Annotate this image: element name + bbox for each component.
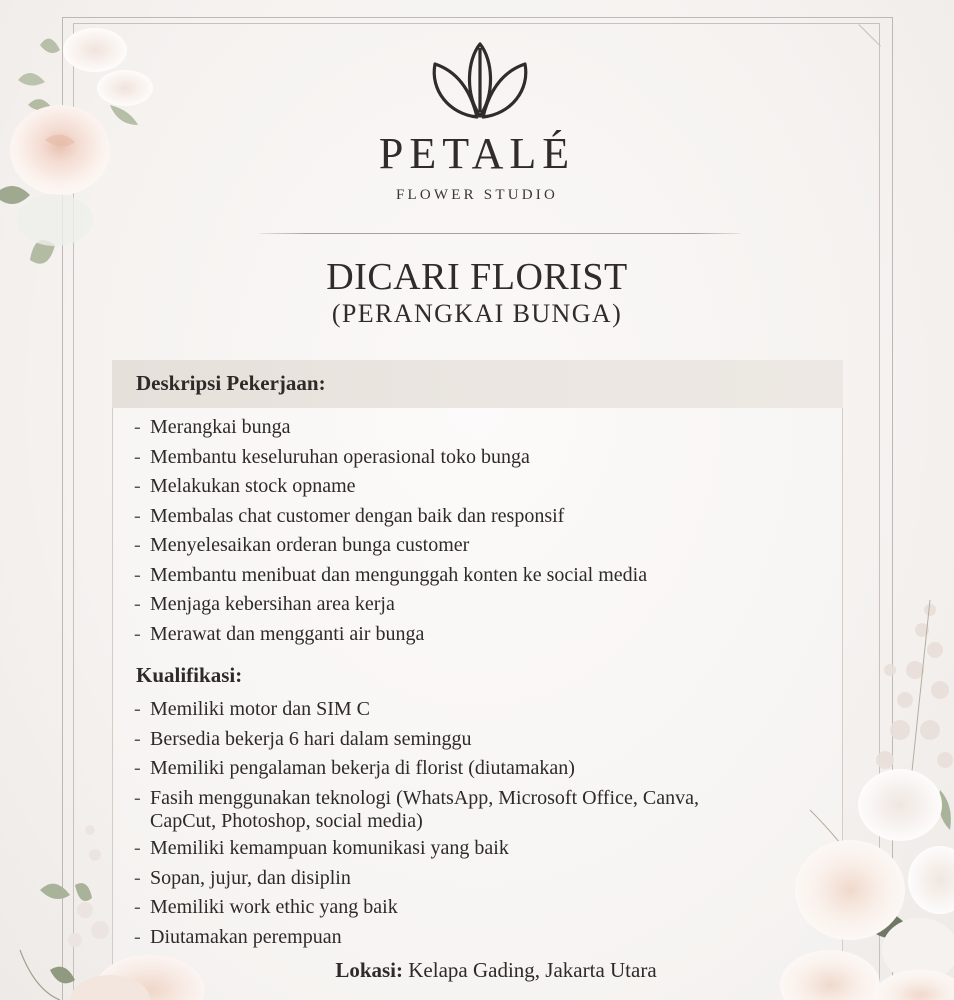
- page-subtitle: (PERANGKAI BUNGA): [331, 299, 623, 328]
- brand-tagline: FLOWER STUDIO: [395, 187, 558, 203]
- list-item: - Bersedia bekerja 6 hari dalam seminggu: [134, 727, 472, 750]
- brand-name: PETALÉ: [378, 129, 576, 178]
- list-item: - Membalas chat customer dengan baik dan responsif: [134, 504, 565, 527]
- list-item: - Menyelesaikan orderan bunga customer: [134, 534, 470, 556]
- job-description-heading: Deskripsi Pekerjaan:: [136, 371, 326, 395]
- location-value: Kelapa Gading, Jakarta Utara: [408, 958, 657, 982]
- header-divider: [260, 233, 740, 234]
- list-item-continuation: CapCut, Photoshop, social media): [150, 810, 423, 832]
- list-item: - Menjaga kebersihan area kerja: [134, 593, 395, 615]
- list-item: - Memiliki work ethic yang baik: [134, 896, 398, 918]
- job-description-list: [134, 413, 647, 649]
- list-item: - Merangkai bunga: [134, 416, 291, 438]
- list-item: - Membantu menibuat dan mengunggah konten ke social media: [134, 563, 648, 586]
- list-item: - Membantu keseluruhan operasional toko bunga: [134, 445, 530, 468]
- list-item: - Melakukan stock opname: [134, 475, 356, 497]
- list-item: - Memiliki motor dan SIM C: [134, 698, 370, 720]
- location-line: [0, 958, 954, 983]
- location-label: Lokasi:: [335, 958, 404, 982]
- page-title: DICARI FLORIST: [326, 256, 628, 298]
- three-petal-lotus-icon: [431, 42, 529, 122]
- list-item: - Diutamakan perempuan: [134, 925, 342, 948]
- list-item: - Merawat dan mengganti air bunga: [134, 622, 425, 645]
- list-item: - Memiliki kemampuan komunikasi yang baik: [134, 837, 509, 859]
- qualifications-heading: Kualifikasi:: [136, 663, 243, 687]
- list-item: - Sopan, jujur, dan disiplin: [134, 866, 351, 889]
- qualifications-list: [134, 695, 699, 952]
- list-item: - Memiliki pengalaman bekerja di florist (diutamakan): [134, 757, 575, 779]
- list-item: - Fasih menggunakan teknologi (WhatsApp, Microsoft Office, Canva,: [134, 786, 699, 809]
